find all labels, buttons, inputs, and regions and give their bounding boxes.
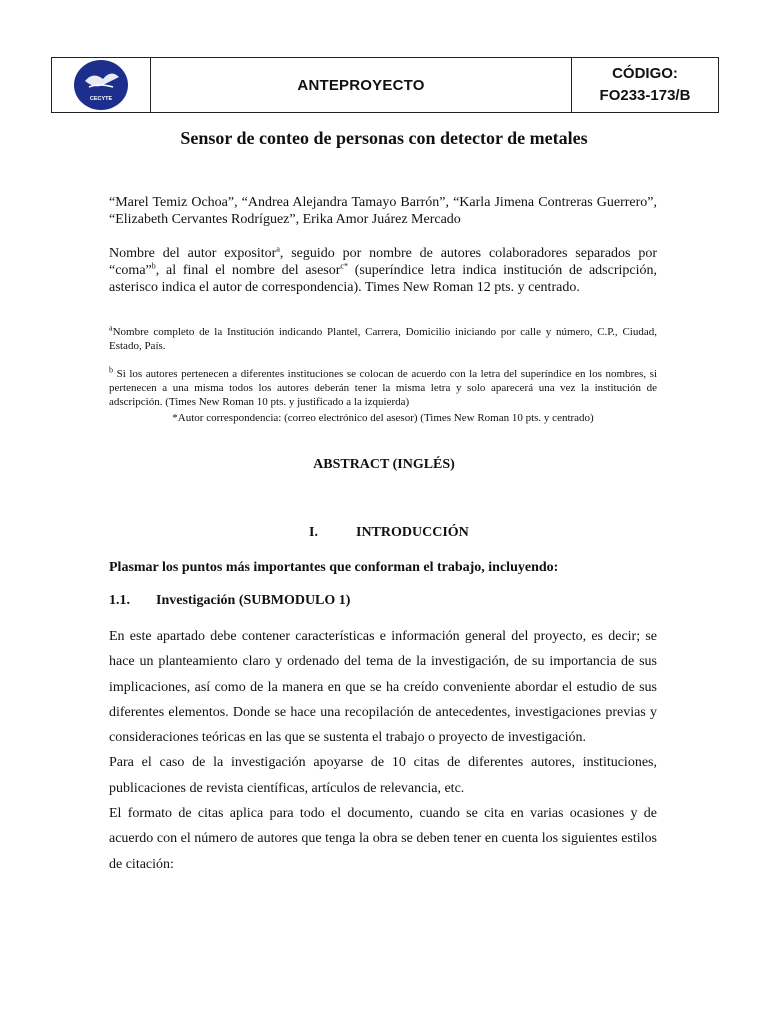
section-heading-introduccion	[309, 525, 469, 541]
logo-label: CECYTE	[89, 96, 113, 102]
logo-cell	[52, 58, 151, 112]
subsection-title: Investigación (SUBMODULO 1)	[156, 593, 351, 608]
paragraph: El formato de citas aplica para todo el documento, cuando se cita en varias ocasiones y de acuerdo con el número de autores que tenga la obra se deben tener en cuenta los siguientes estilos de citación:	[109, 806, 657, 872]
abstract-heading: ABSTRACT (INGLÉS)	[313, 457, 455, 472]
cecyte-logo-icon	[73, 59, 129, 111]
code-label: CÓDIGO:	[612, 65, 678, 82]
header-code	[572, 58, 718, 112]
body-text	[109, 624, 657, 877]
code-value: FO233-173/B	[599, 87, 691, 104]
section-number: I.	[309, 525, 318, 540]
document-header	[51, 57, 719, 113]
paragraph: Para el caso de la investigación apoyarse de 10 citas de diferentes autores, instituciones, publicaciones de revista científicas, artículos de relevancia, etc.	[109, 755, 657, 796]
footnote-institution: $^a$Nombre completo de la Institución indicando Plantel, Carrera, Domicilio iniciando por calle y número, C.P., Ciudad, Estado, País.	[109, 323, 657, 352]
authors-line: “Marel Temiz Ochoa”, “Andrea Alejandra Tamayo Barrón”, “Karla Jimena Contreras Guerrero”, “Elizabeth Cervantes Rodríguez”, Erika Amor Juárez Mercado	[109, 195, 657, 227]
paragraph: En este apartado debe contener características e información general del proyecto, es decir; se hace un planteamiento claro y ordenado del tema de la investigación, de su importancia de sus implicaciones, así como de la manera en que se ha creído conveniente abordar el estudio de sus diferentes elementos. Donde se hace una recopilación de antecedentes, investigaciones previas y consideraciones teóricas en las que se sustenta el trabajo o proyecto de investigación.	[109, 629, 657, 746]
subsection-number: 1.1.	[109, 593, 130, 608]
footnote-multiple-institutions: $^b$ Si los autores pertenecen a diferentes instituciones se colocan de acuerdo con la letra del superíndice en los nombres, si pertenecen a una misma todos los autores deberán tener la misma letra y solo aparecerá una vez la institución de adscripción. (Times New Roman 10 pts. y justificado a la izquierda)	[109, 365, 657, 408]
lead-sentence: Plasmar los puntos más importantes que conforman el trabajo, incluyendo:	[109, 560, 559, 575]
subsection-heading	[109, 593, 350, 609]
document-title: Sensor de conteo de personas con detector de metales	[180, 128, 588, 148]
author-instructions: Nombre del autor expositor$^a$, seguido por nombre de autores colaboradores separados por “coma”$^b$, al final el nombre del asesor$^{c*}$ (superíndice letra indica institución de adscripción, asterisco indica el autor de correspondencia). Times New Roman 12 pts. y centrado.	[109, 244, 658, 295]
section-title: INTRODUCCIÓN	[356, 525, 469, 540]
header-title: ANTEPROYECTO	[151, 58, 572, 112]
footnote-correspondence: *Autor correspondencia: (correo electrónico del asesor) (Times New Roman 10 pts. y centrado)	[172, 412, 594, 424]
